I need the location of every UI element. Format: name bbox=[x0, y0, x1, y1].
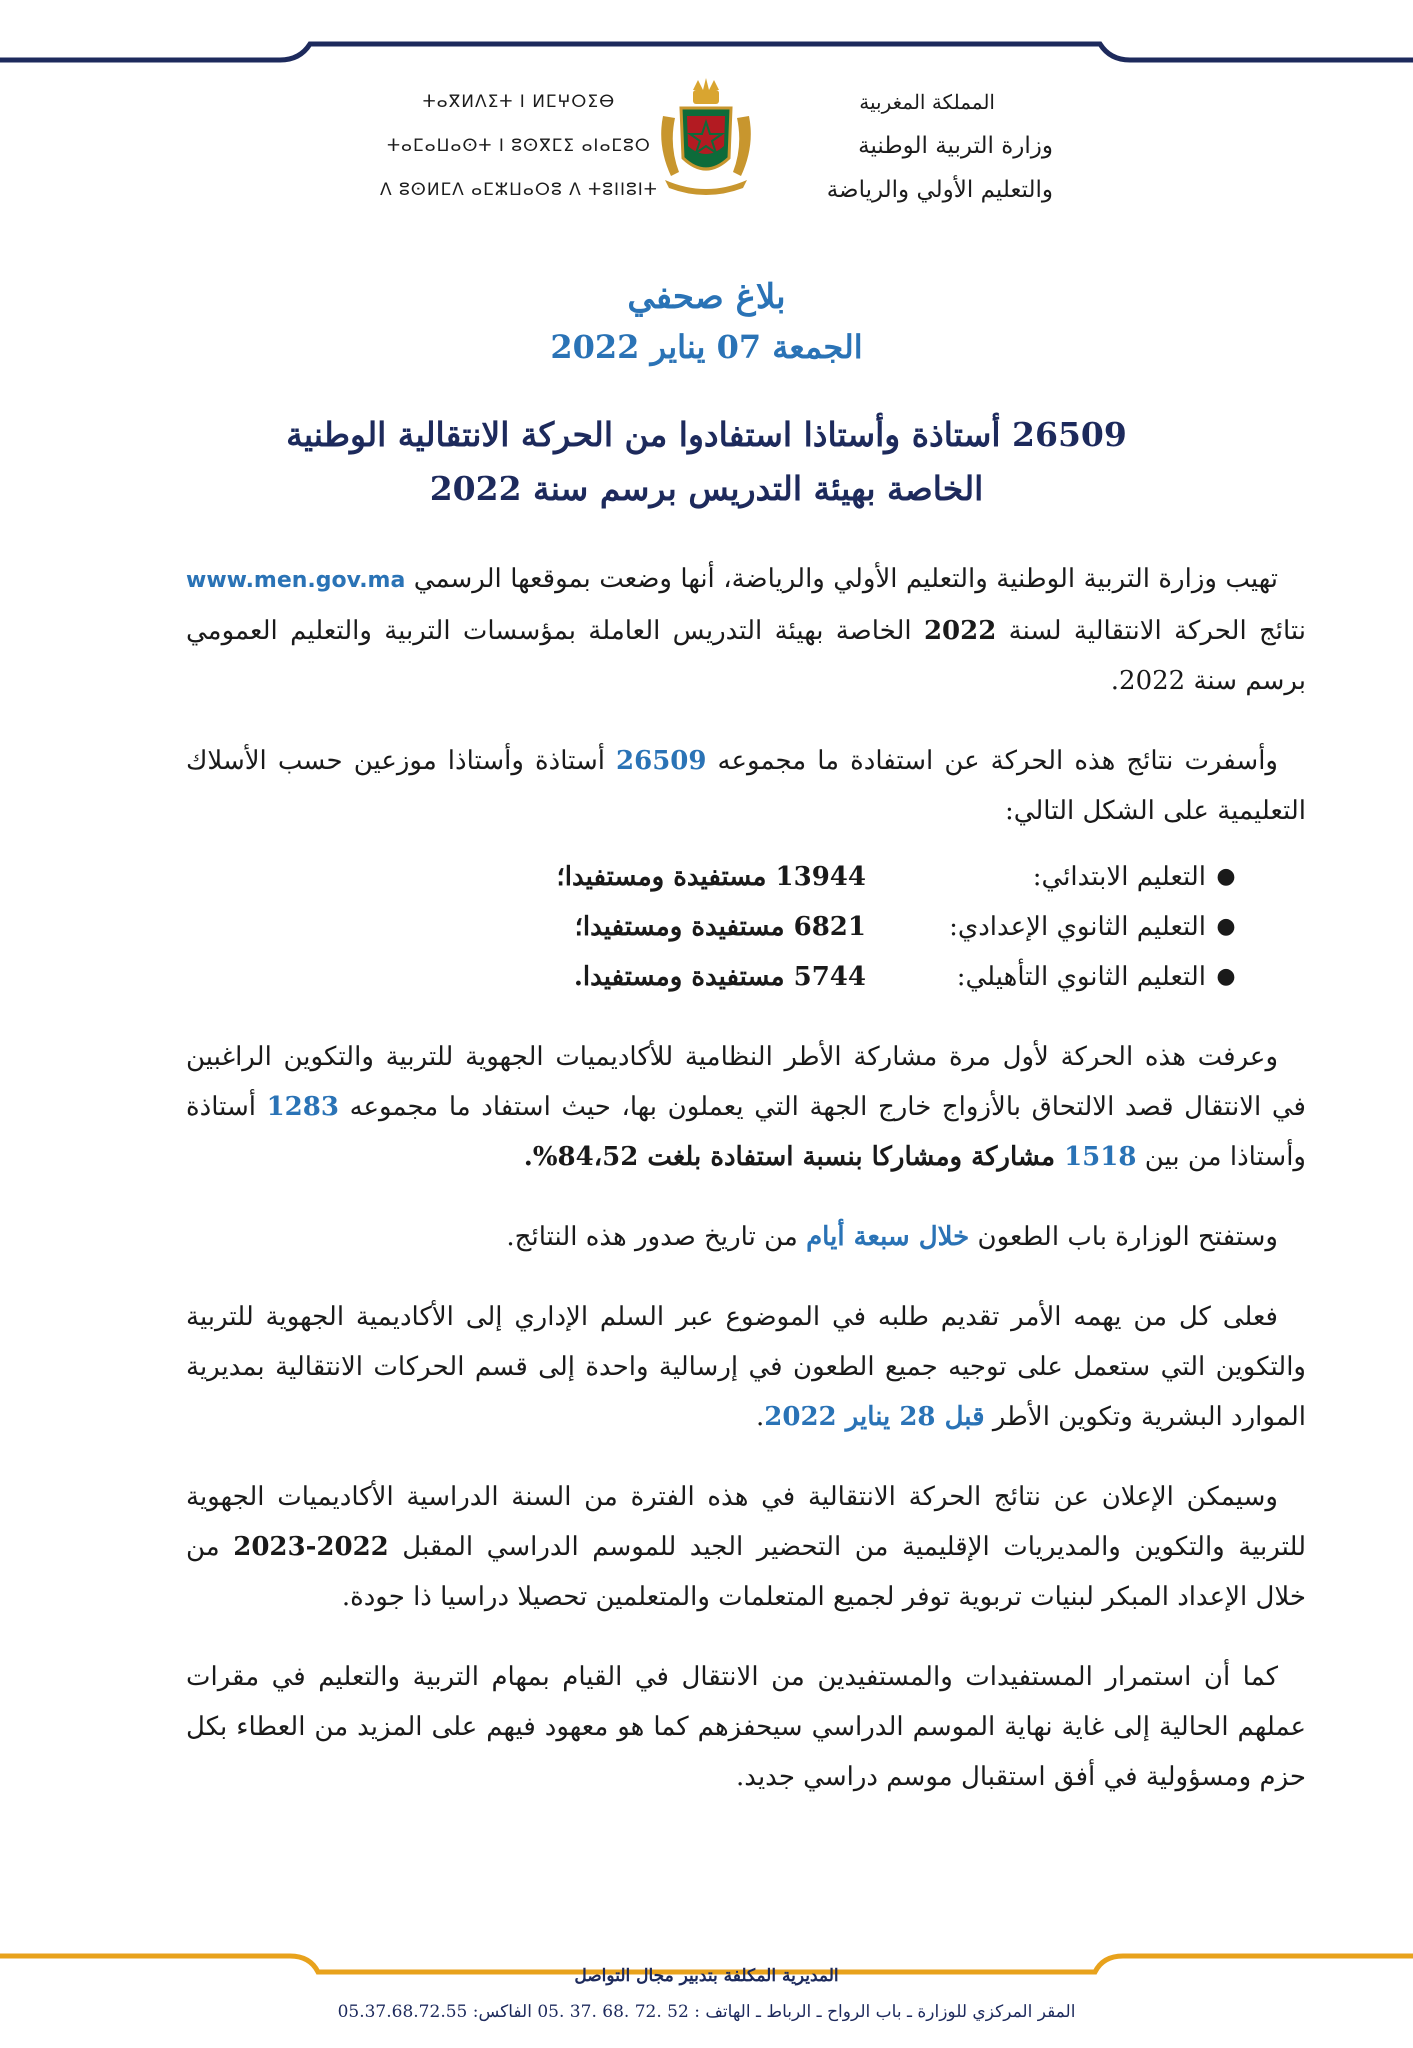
p1-year: 2022 bbox=[923, 616, 997, 646]
p3-beneficiaries: 1283 bbox=[266, 1092, 339, 1122]
p3-text-a: وعرفت هذه الحركة لأول مرة مشاركة الأطر النظامية للأكاديميات الجهوية للتربية والتكوين الراغبين في الانتقال قصد الالتحاق بالأزواج خارج الجهة التي يعملون بها، حيث استفاد ما مجموعه bbox=[186, 1042, 1306, 1122]
bullet-icon: ● bbox=[1216, 914, 1236, 939]
p2-total: 26509 bbox=[616, 746, 707, 776]
headline-line-2: الخاصة بهيئة التدريس برسم سنة 2022 bbox=[429, 469, 984, 508]
royal-emblem-icon bbox=[651, 76, 761, 196]
p3-participants: 1518 bbox=[1064, 1142, 1137, 1172]
p3-text-c: مشاركة ومشاركا بنسبة استفادة بلغت 84،52%. bbox=[523, 1142, 1065, 1172]
p4-deadline: خلال سبعة أيام bbox=[806, 1222, 970, 1252]
p4-text-a: وستفتح الوزارة باب الطعون bbox=[969, 1222, 1278, 1252]
headline bbox=[0, 408, 1413, 516]
list-item bbox=[186, 952, 1306, 1002]
ministry-website-link[interactable]: www.men.gov.ma bbox=[186, 568, 406, 593]
p5-deadline-date: قبل 28 يناير 2022 bbox=[764, 1402, 985, 1432]
footer bbox=[0, 1958, 1413, 2030]
p1-text-b: نتائج الحركة الانتقالية لسنة bbox=[996, 616, 1307, 646]
tifinagh-ministry-2: ⴷ ⵓⵙⵍⵎⴷ ⴰⵎⵣⵡⴰⵔⵓ ⴷ ⵜⵓⵏⵏⵓⵏⵜ bbox=[380, 180, 658, 200]
paragraph-2 bbox=[186, 736, 1306, 836]
bullet-icon: ● bbox=[1216, 864, 1236, 889]
ministry-name-2: والتعليم الأولي والرياضة bbox=[826, 177, 1053, 203]
paragraph-3 bbox=[186, 1032, 1306, 1182]
release-type: بلاغ صحفي bbox=[627, 277, 786, 317]
letterhead-tifinagh bbox=[380, 80, 658, 212]
p1-text-a: تهيب وزارة التربية الوطنية والتعليم الأولي والرياضة، أنها وضعت بموقعها الرسمي bbox=[405, 564, 1278, 594]
p2-text-b: أستاذة وأستاذا موزعين حسب الأسلاك التعليمية على الشكل التالي: bbox=[186, 746, 1306, 826]
p6-school-year: 2022-2023 bbox=[233, 1532, 389, 1562]
paragraph-6 bbox=[186, 1472, 1306, 1622]
paragraph-7: كما أن استمرار المستفيدات والمستفيدين من الانتقال في القيام بمهام التربية والتعليم في مقرات عملهم الحالية إلى غاية نهاية الموسم الدراسي سيحفزهم كما هو معهود فيهم على المزيد من العطاء بكل حزم ومسؤولية في أفق استقبال موسم دراسي جديد. bbox=[186, 1662, 1306, 1792]
list-item-value: 5744 مستفيدة ومستفيدا. bbox=[573, 962, 866, 992]
release-date: الجمعة 07 يناير 2022 bbox=[550, 328, 863, 366]
bullet-icon: ● bbox=[1216, 964, 1236, 989]
list-item-label: التعليم الابتدائي: bbox=[1032, 862, 1206, 892]
p3-text-b: أستاذة وأستاذا من بين bbox=[186, 1092, 1306, 1172]
tifinagh-ministry: ⵜⴰⵎⴰⵡⴰⵙⵜ ⵏ ⵓⵙⴳⵎⵉ ⴰⵏⴰⵎⵓⵔ bbox=[386, 136, 651, 156]
list-item bbox=[186, 852, 1306, 902]
footer-department: المديرية المكلفة بتدبير مجال التواصل bbox=[574, 1966, 839, 1986]
paragraph-1 bbox=[186, 554, 1306, 706]
list-item bbox=[186, 902, 1306, 952]
letterhead bbox=[0, 70, 1413, 203]
kingdom-name: المملكة المغربية bbox=[859, 90, 995, 114]
list-item-label: التعليم الثانوي الإعدادي: bbox=[949, 912, 1206, 942]
list-item-label: التعليم الثانوي التأهيلي: bbox=[956, 962, 1206, 992]
body-content bbox=[186, 554, 1306, 1832]
p6-text-b: من خلال الإعداد المبكر لبنيات تربوية توفر لجميع المتعلمات والمتعلمين تحصيلا دراسيا ذا جودة. bbox=[186, 1532, 1306, 1612]
ministry-name: وزارة التربية الوطنية bbox=[858, 133, 1053, 159]
paragraph-4 bbox=[186, 1212, 1306, 1262]
release-title-block bbox=[0, 272, 1413, 372]
tifinagh-kingdom: ⵜⴰⴳⵍⴷⵉⵜ ⵏ ⵍⵎⵖⵔⵉⴱ bbox=[422, 92, 616, 112]
letterhead-arabic bbox=[827, 80, 1053, 212]
paragraph-5 bbox=[186, 1292, 1306, 1442]
list-item-value: 13944 مستفيدة ومستفيدا؛ bbox=[556, 862, 866, 892]
p2-text-a: وأسفرت نتائج هذه الحركة عن استفادة ما مجموعه bbox=[706, 746, 1278, 776]
p5-text-a: فعلى كل من يهمه الأمر تقديم طلبه في الموضوع عبر السلم الإداري إلى الأكاديمية الجهوية للتربية والتكوين التي ستعمل على توجيه جميع الطعون في إرسالية واحدة إلى قسم الحركات الانتقالية بمديرية الموارد البشرية وتكوين الأطر bbox=[186, 1302, 1306, 1432]
headline-line-1: 26509 أستاذة وأستاذا استفادوا من الحركة الانتقالية الوطنية bbox=[286, 415, 1127, 454]
p5-text-b: . bbox=[756, 1402, 765, 1432]
list-item-value: 6821 مستفيدة ومستفيدا؛ bbox=[574, 912, 866, 942]
beneficiaries-list bbox=[186, 852, 1306, 1002]
footer-address: المقر المركزي للوزارة ـ باب الرواح ـ الرباط ـ الهاتف : 52 .72 .68 .37 .05 الفاكس: 05.37.68.72.55 bbox=[337, 2002, 1076, 2022]
p1-text-c: الخاصة بهيئة التدريس العاملة بمؤسسات التربية والتعليم العمومي برسم سنة 2022. bbox=[186, 616, 1306, 696]
p4-text-b: من تاريخ صدور هذه النتائج. bbox=[506, 1222, 807, 1252]
p6-text-a: وسيمكن الإعلان عن نتائج الحركة الانتقالية في هذه الفترة من السنة الدراسية الأكاديميات الجهوية للتربية والتكوين والمديريات الإقليمية من التحضير الجيد للموسم الدراسي المقبل bbox=[186, 1482, 1306, 1562]
